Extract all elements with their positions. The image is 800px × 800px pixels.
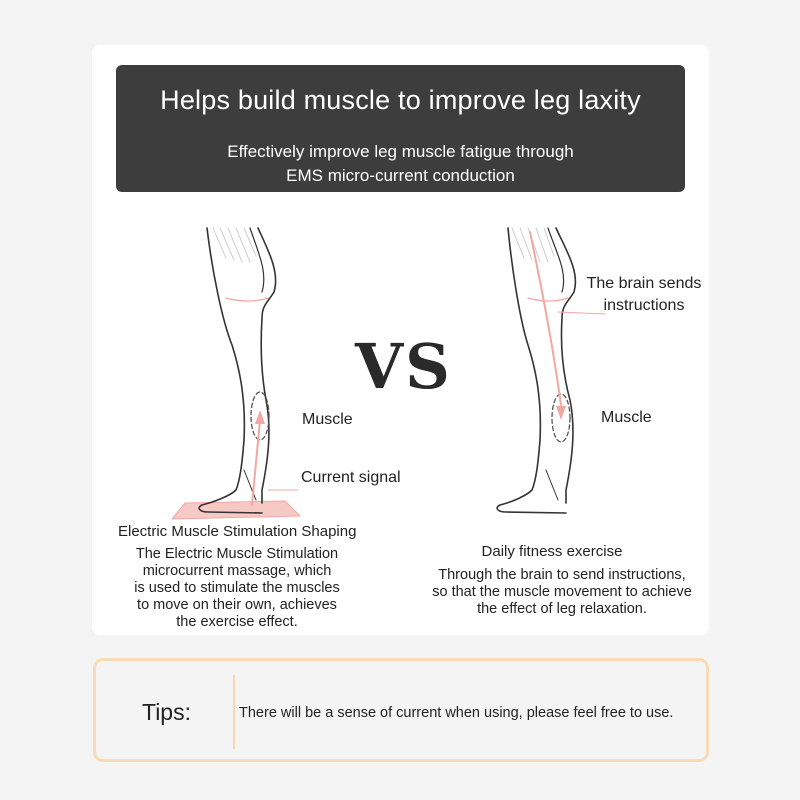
- left-leg-illustration: [172, 228, 300, 519]
- left-description: [112, 546, 362, 631]
- current-signal-label: Current signal: [301, 469, 401, 486]
- right-muscle-label: Muscle: [601, 409, 652, 426]
- left-desc-line-1: The Electric Muscle Stimulation: [135, 546, 339, 562]
- right-desc-line-1: Through the brain to send instructions,: [438, 567, 686, 583]
- right-leg-illustration: [497, 228, 605, 513]
- tips-label: Tips:: [142, 699, 191, 725]
- right-desc-line-3: the effect of leg relaxation.: [477, 601, 647, 617]
- left-heading: Electric Muscle Stimulation Shaping: [118, 523, 357, 540]
- left-desc-line-4: to move on their own, achieves: [137, 597, 337, 613]
- left-desc-line-3: is used to stimulate the muscles: [134, 580, 340, 596]
- left-muscle-label: Muscle: [302, 411, 353, 428]
- brain-line-2: instructions: [603, 297, 685, 314]
- page-title: Helps build muscle to improve leg laxity: [160, 85, 641, 115]
- left-desc-line-5: the exercise effect.: [176, 614, 298, 630]
- subtitle-line-1: Effectively improve leg muscle fatigue through: [227, 142, 574, 161]
- tips-text: There will be a sense of current when using, please feel free to use.: [239, 705, 674, 721]
- brain-line-1: The brain sends: [586, 275, 702, 292]
- right-description: [412, 567, 712, 618]
- tips-box: [93, 658, 709, 762]
- left-desc-line-2: microcurrent massage, which: [142, 563, 332, 579]
- vs-label: VS: [355, 330, 452, 403]
- ems-pad: [172, 501, 300, 519]
- right-heading: Daily fitness exercise: [481, 543, 623, 560]
- right-desc-line-2: so that the muscle movement to achieve: [432, 584, 692, 600]
- subtitle-line-2: EMS micro-current conduction: [286, 166, 515, 185]
- tips-divider: [233, 675, 235, 749]
- brain-label: [583, 273, 705, 317]
